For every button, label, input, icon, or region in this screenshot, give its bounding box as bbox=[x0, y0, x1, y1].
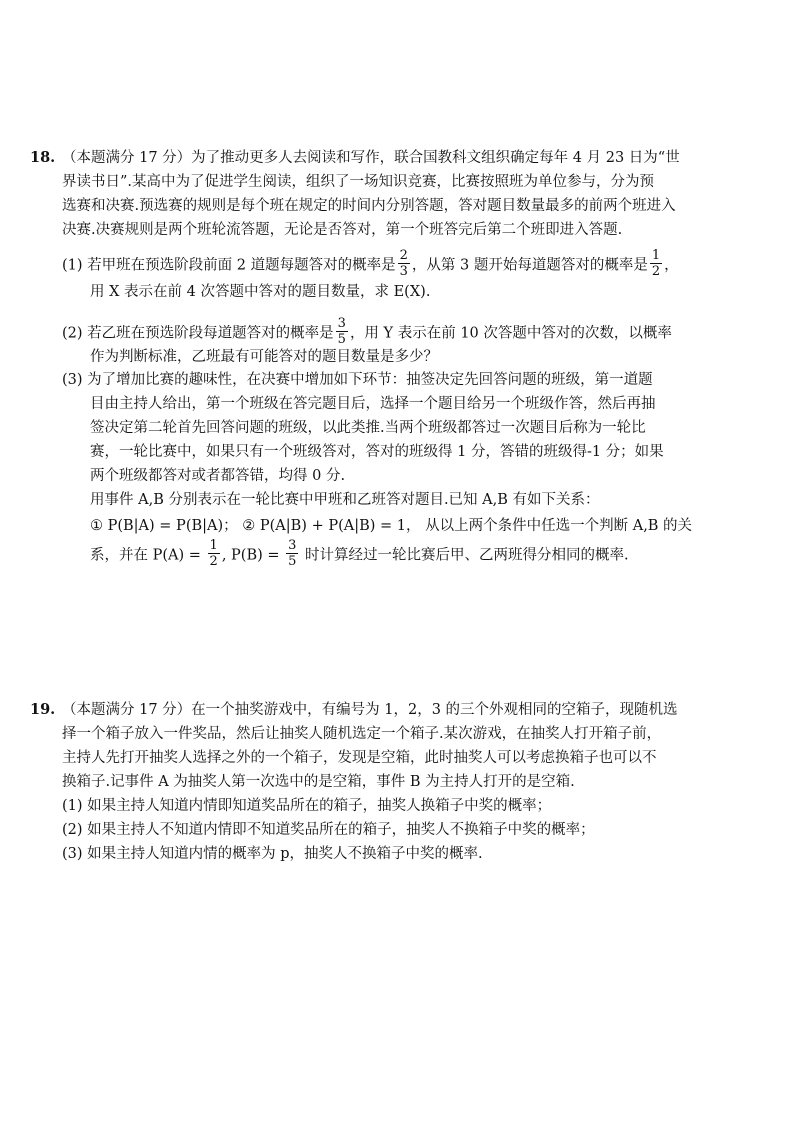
q19-part3: (3) 如果主持人知道内情的概率为 p，抽奖人不换箱子中奖的概率. bbox=[62, 846, 483, 862]
q18-part3-conditions bbox=[90, 516, 692, 536]
conditions-tail: 从以上两个条件中任选一个判断 A,B 的关 bbox=[425, 518, 693, 534]
q18-stem-line-3: 选赛和决赛.预选赛的规则是每个班在规定的时间内分别答题，答对题目数量最多的前两个班进入 bbox=[62, 198, 676, 214]
q19-line-4: 换箱子.记事件 A 为抽奖人第一次选中的是空箱，事件 B 为主持人打开的是空箱. bbox=[62, 774, 575, 790]
q18-part1-text-a: (1) 若甲班在预选阶段前面 2 道题每题答对的概率是 bbox=[62, 257, 396, 274]
condition-1: ① P(B|A) = P(B|A)； bbox=[90, 518, 238, 534]
q18-part2-line-1 bbox=[62, 318, 672, 349]
condition-2: ② P(A|B) + P(A|B) = 1， bbox=[242, 518, 421, 534]
q18-part2-text-b: ，用 Y 表示在前 10 次答题中答对的次数，以概率 bbox=[349, 325, 672, 342]
q18-part1-line-1: (1) 若甲班在预选阶段前面 2 道题每题答对的概率是 $\frac{2}{3}$ ，从第 3 题开始每道题答对的概率是 $\frac{1}{2}$ ， bbox=[62, 248, 679, 279]
q19-part1: (1) 如果主持人知道内情即知道奖品所在的箱子，抽奖人换箱子中奖的概率； bbox=[62, 798, 552, 814]
q18-stem-line-4: 决赛.决赛规则是两个班轮流答题，无论是否答对，第一个班答完后第二个班即进入答题. bbox=[62, 222, 623, 238]
q19-line-3: 主持人先打开抽奖人选择之外的一个箱子，发现是空箱，此时抽奖人可以考虑换箱子也可以不 bbox=[62, 750, 657, 766]
q19-line-2: 择一个箱子放入一件奖品，然后让抽奖人随机选定一个箱子.某次游戏，在抽奖人打开箱子前， bbox=[62, 726, 662, 742]
q18-number: 18. bbox=[30, 149, 56, 166]
q18-part3-line-6: 用事件 A,B 分别表示在一轮比赛中甲班和乙班答对题目.已知 A,B 有如下关系： bbox=[90, 492, 600, 508]
q18-part3-line-1: (3) 为了增加比赛的趣味性，在决赛中增加如下环节：抽签决定先回答问题的班级，第一道题 bbox=[62, 372, 653, 388]
q18-part1-text-b: ，从第 3 题开始每道题答对的概率是 bbox=[411, 257, 648, 274]
fraction-one-half: $\frac{1}{2}$ bbox=[651, 248, 661, 279]
q18-part3-line-5: 两个班级都答对或者都答错，均得 0 分. bbox=[90, 468, 346, 484]
q18-stem-line-2: 界读书日”.某高中为了促进学生阅读，组织了一场知识竞赛，比赛按照班为单位参与，分为预 bbox=[62, 174, 655, 190]
q18-part3-line-3: 签决定第二轮首先回答问题的班级，以此类推.当两个班级都答过一次题目后称为一轮比 bbox=[90, 420, 646, 436]
q19-line-1: （本题满分 17 分）在一个抽奖游戏中，有编号为 1，2，3 的三个外观相同的空箱子，现随机选 bbox=[62, 702, 678, 718]
q19-number: 19. bbox=[30, 701, 56, 718]
q18-stem-line-1: （本题满分 17 分）为了推动更多人去阅读和写作，联合国教科文组织确定每年 4 月 23 日为“世 bbox=[62, 150, 680, 166]
q18-part2-text-a: (2) 若乙班在预选阶段每道题答对的概率是 bbox=[62, 325, 334, 342]
fraction-pb: $\frac{3}{5}$ bbox=[288, 538, 297, 569]
fraction-two-thirds: $\frac{2}{3}$ bbox=[399, 248, 408, 279]
fraction-pa: $\frac{1}{2}$ bbox=[209, 538, 218, 569]
q18-part3-line-2: 目由主持人给出，第一个班级在答完题目后，选择一个题目给另一个班级作答，然后再抽 bbox=[90, 396, 656, 412]
q18-part1-line-2: 用 X 表示在前 4 次答题中答对的题目数量，求 E(X). bbox=[90, 284, 431, 300]
q19-part2: (2) 如果主持人不知道内情即不知道奖品所在的箱子，抽奖人不换箱子中奖的概率； bbox=[62, 822, 595, 838]
q18-part2-line-2: 作为判断标准，乙班最有可能答对的题目数量是多少？ bbox=[90, 349, 438, 365]
q18-part3-line-4: 赛，一轮比赛中，如果只有一个班级答对，答对的班级得 1 分，答错的班级得-1 分；如果 bbox=[90, 444, 664, 460]
fraction-three-fifths: $\frac{3}{5}$ bbox=[337, 316, 346, 347]
q18-part3-last-line: 系，并在 P(A) = $\frac{1}{2}$ , P(B) = $\frac{3}{5}$ 时计算经过一轮比赛后甲、乙两班得分相同的概率. bbox=[90, 538, 629, 569]
